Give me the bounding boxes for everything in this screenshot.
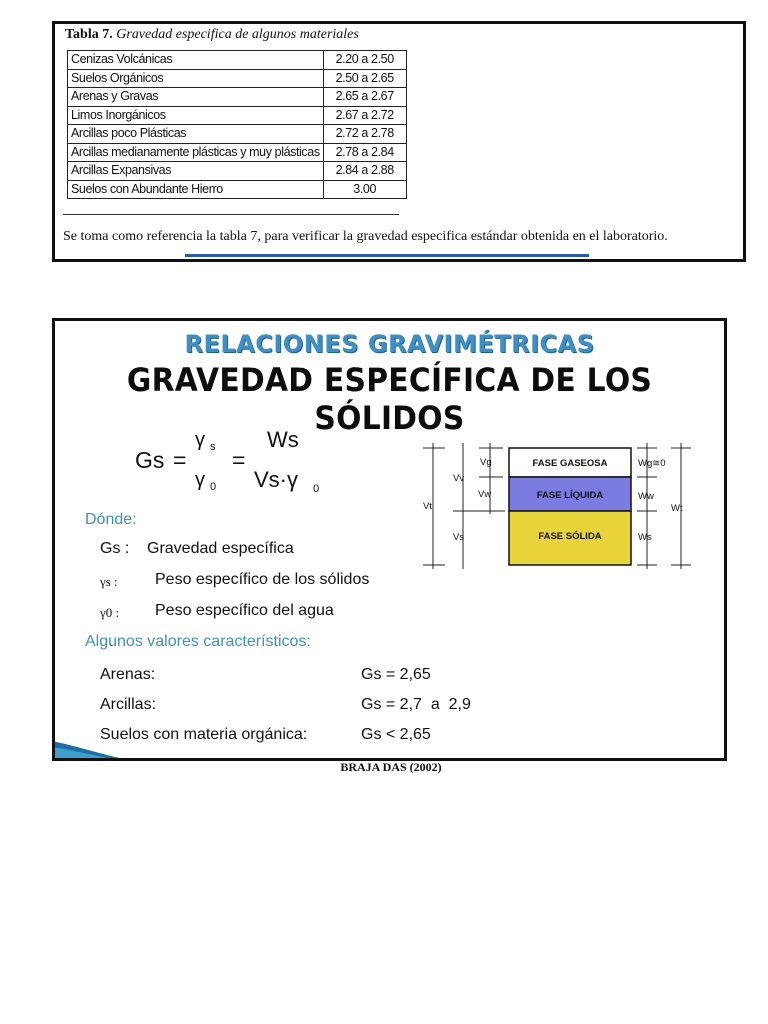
specific-gravity-table [67,50,407,199]
gravity-value-cell: 2.78 a 2.84 [323,143,406,162]
liquid-phase-label: FASE LÍQUIDA [536,490,604,501]
table-row [68,125,407,144]
formula-rhs-num: Ws [267,427,299,452]
table-row [68,180,407,199]
material-name-cell: Arcillas Expansivas [68,162,324,181]
table-row [68,69,407,88]
donde-heading: Dónde: [85,511,137,528]
value-name: Arenas: [100,666,156,683]
formula-equals: = [173,447,187,473]
material-name-cell: Suelos con Abundante Hierro [68,180,324,199]
formula-rhs-den: Vs·γ [254,467,298,492]
definition-symbol: Gs : [100,540,130,557]
table-row [68,88,407,107]
value-figure: Gs = 2,65 [361,666,431,683]
label-vv: Vv [453,473,465,484]
formula-lhs: Gs [135,447,165,473]
label-vg: Vg [480,457,492,468]
phase-diagram [415,439,695,579]
table-bottom-rule [63,214,399,215]
label-wg: Wg≅0 [638,458,666,469]
gravity-value-cell: 2.84 a 2.88 [323,162,406,181]
gravity-value-cell: 2.67 a 2.72 [323,106,406,125]
value-figure: Gs = 2,7 a 2,9 [361,696,471,713]
material-name-cell: Arcillas medianamente plásticas y muy plásticas [68,143,324,162]
table-row [68,106,407,125]
table-row [68,143,407,162]
table-caption-title: Gravedad especifica de algunos materiales [116,27,359,42]
table-row [68,162,407,181]
formula-equals-2: = [232,447,246,473]
formula-num-sub: s [210,441,216,453]
table-row [68,51,407,70]
table-caption [65,27,359,43]
formula-rhs-den-sub: 0 [313,483,320,495]
source-credit: BRAJA DAS (2002) [340,760,442,774]
table-note: Se toma como referencia la tabla 7, para verificar la gravedad especifica estándar obtenida en el laboratorio. [63,229,668,244]
label-vw: Vw [478,489,492,500]
slide-title: GRAVEDAD ESPECÍFICA DE LOS SÓLIDOS [126,361,653,437]
definition-text: Gravedad específica [147,540,294,557]
material-name-cell: Suelos Orgánicos [68,69,324,88]
definition-text: Peso específico del agua [155,602,334,619]
label-vs: Vs [453,532,465,543]
corner-decoration [52,741,132,761]
slide-subtitle: RELACIONES GRAVIMÉTRICAS [184,330,595,358]
table-caption-number: Tabla 7. [65,27,113,42]
label-ww: Ww [638,491,654,502]
formula-den-symbol: γ [195,469,205,491]
definition-symbol: γs : [100,574,118,589]
material-name-cell: Arcillas poco Plásticas [68,125,324,144]
material-name-cell: Limos Inorgánicos [68,106,324,125]
gravity-value-cell: 3.00 [323,180,406,199]
value-name: Suelos con materia orgánica: [100,726,308,743]
gravity-value-cell: 2.50 a 2.65 [323,69,406,88]
gravity-value-cell: 2.65 a 2.67 [323,88,406,107]
formula-num-symbol: γ [195,429,205,451]
divider-bar [185,254,589,257]
material-name-cell: Arenas y Gravas [68,88,324,107]
gas-phase-label: FASE GASEOSA [532,458,608,469]
solid-phase-label: FASE SÓLIDA [538,531,602,542]
definition-text: Peso específico de los sólidos [155,571,370,588]
values-heading: Algunos valores característicos: [85,633,311,650]
value-name: Arcillas: [100,696,157,713]
value-figure: Gs < 2,65 [361,726,431,743]
definition-symbol: γ0 : [100,605,120,620]
label-ws: Ws [638,532,652,543]
formula-den-sub: 0 [210,481,217,493]
slide [52,318,727,761]
gravity-value-cell: 2.72 a 2.78 [323,125,406,144]
label-wt: Wt [671,503,683,514]
material-name-cell: Cenizas Volcánicas [68,51,324,70]
gravity-value-cell: 2.20 a 2.50 [323,51,406,70]
label-vt: Vt [423,501,432,512]
material-table-section [52,21,746,262]
